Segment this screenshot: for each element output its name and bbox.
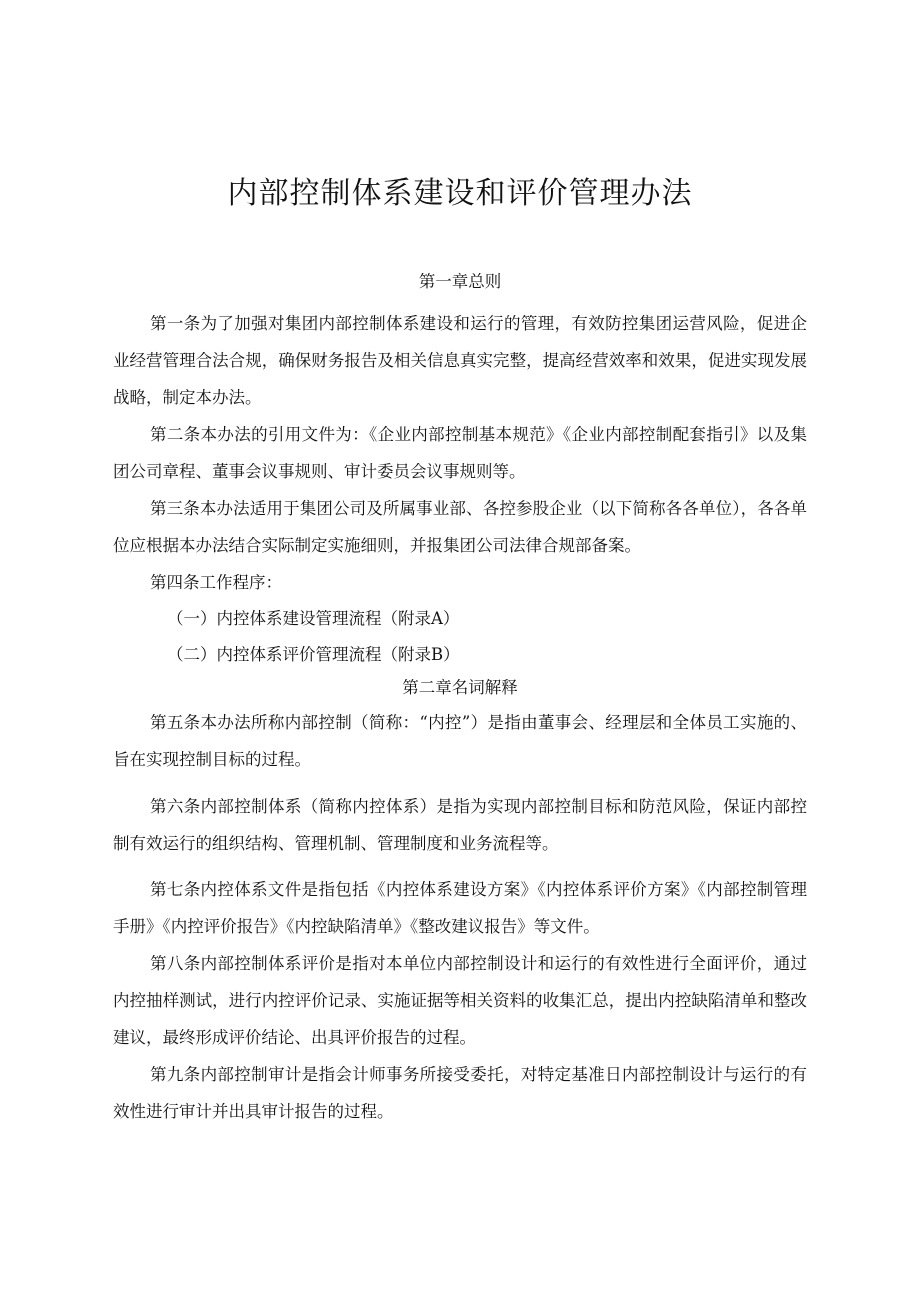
article-block	[113, 305, 807, 673]
article-7: 第七条内控体系文件是指包括《内控体系建设方案》《内控体系评价方案》《内部控制管理手册》《内控评价报告》《内控缺陷清单》《整改建议报告》等文件。	[113, 880, 807, 936]
list-item: （二）内控体系评价管理流程（附录B）	[167, 645, 460, 664]
article-block	[113, 788, 807, 862]
article-block	[113, 704, 807, 778]
article-5: 第五条本办法所称内部控制（简称：“内控”）是指由董事会、经理层和全体员工实施的、旨在实现控制目标的过程。	[113, 713, 807, 769]
article-2: 第二条本办法的引用文件为：《企业内部控制基本规范》《企业内部控制配套指引》以及集团公司章程、董事会议事规则、审计委员会议事规则等。	[113, 425, 807, 481]
document-title: 内部控制体系建设和评价管理办法	[227, 176, 693, 211]
article-9: 第九条内部控制审计是指会计师事务所接受委托，对特定基准日内部控制设计与运行的有效性进行审计并出具审计报告的过程。	[113, 1065, 807, 1121]
article-4: 第四条工作程序：	[150, 573, 282, 592]
article-8: 第八条内部控制体系评价是指对本单位内部控制设计和运行的有效性进行全面评价，通过内控抽样测试，进行内控评价记录、实施证据等相关资料的收集汇总，提出内控缺陷清单和整改建议，最终形成评价结论、出具评价报告的过程。	[113, 954, 807, 1047]
article-3: 第三条本办法适用于集团公司及所属事业部、各控参股企业（以下简称各各单位），各各单位应根据本办法结合实际制定实施细则，并报集团公司法律合规部备案。	[113, 499, 807, 555]
list-item: （一）内控体系建设管理流程（附录A）	[167, 609, 460, 628]
article-block	[113, 871, 807, 1130]
article-1: 第一条为了加强对集团内部控制体系建设和运行的管理，有效防控集团运营风险，促进企业经营管理合法合规，确保财务报告及相关信息真实完整，提高经营效率和效果，促进实现发展战略，制定本办法。	[113, 314, 807, 407]
chapter-heading: 第一章总则	[418, 272, 502, 291]
article-6: 第六条内部控制体系（简称内控体系）是指为实现内部控制目标和防范风险，保证内部控制有效运行的组织结构、管理机制、管理制度和业务流程等。	[113, 797, 807, 853]
chapter-heading: 第二章名词解释	[402, 678, 518, 697]
